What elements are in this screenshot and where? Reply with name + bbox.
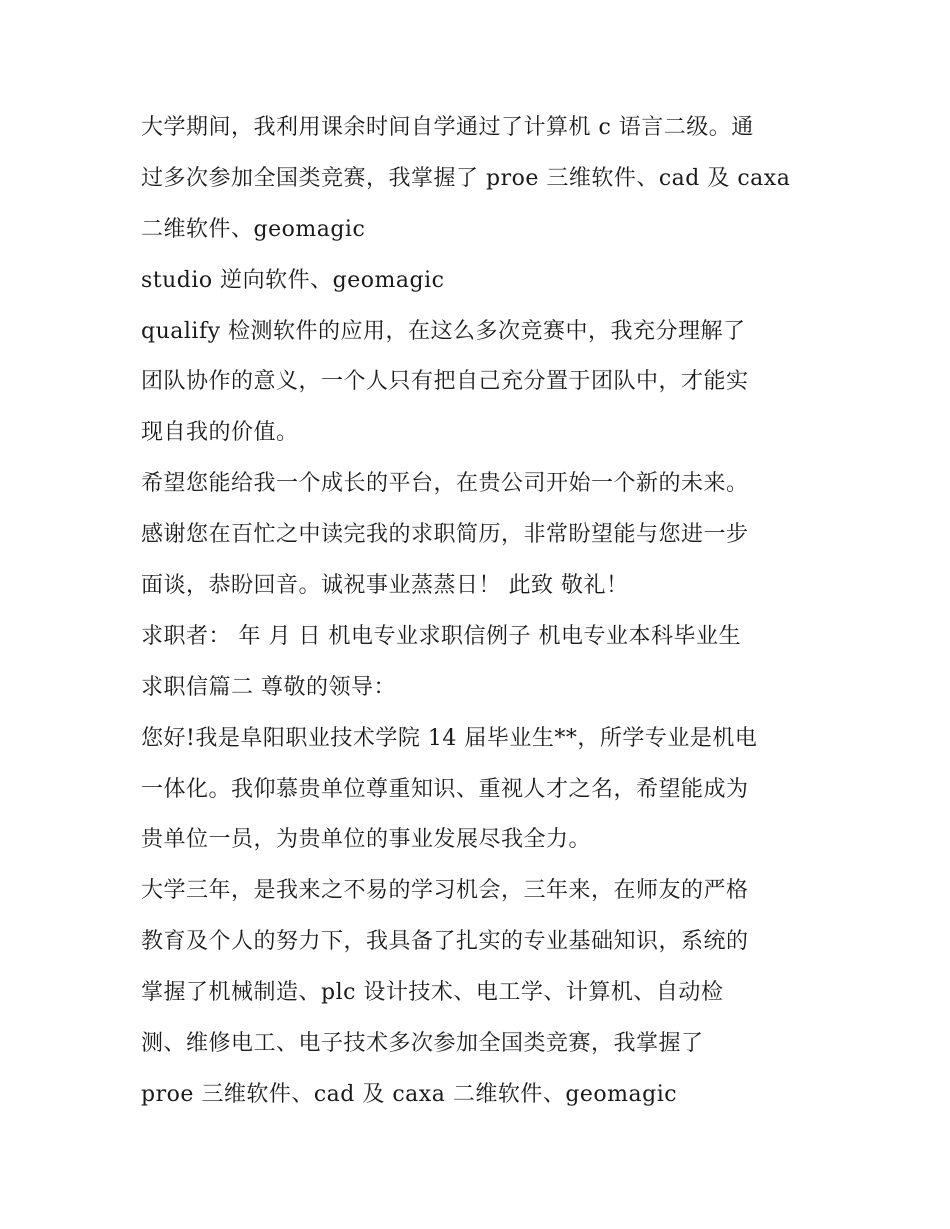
text-line: 二维软件、geomagic xyxy=(141,216,366,242)
text-line: 求职信篇二 尊敬的领导： xyxy=(141,674,396,700)
text-line: qualify 检测软件的应用，在这么多次竞赛中，我充分理解了 xyxy=(141,318,746,344)
text-line: 面谈，恭盼回音。诚祝事业蒸蒸日！ 此致 敬礼！ xyxy=(141,573,629,599)
document-body xyxy=(141,103,821,1121)
text-line: 过多次参加全国类竞赛，我掌握了 proe 三维软件、cad 及 caxa xyxy=(141,165,791,191)
text-line: proe 三维软件、cad 及 caxa 二维软件、geomagic xyxy=(141,1081,678,1107)
text-line: 现自我的价值。 xyxy=(141,420,299,446)
text-line: 感谢您在百忙之中读完我的求职简历，非常盼望能与您进一步 xyxy=(141,522,749,548)
text-line: 求职者： 年 月 日 机电专业求职信例子 机电专业本科毕业生 xyxy=(141,623,741,649)
text-line: 您好!我是阜阳职业技术学院 14 届毕业生**，所学专业是机电 xyxy=(141,725,758,751)
text-line: 大学期间，我利用课余时间自学通过了计算机 c 语言二级。通 xyxy=(141,115,754,140)
text-line: 团队协作的意义，一个人只有把自己充分置于团队中，才能实 xyxy=(141,369,749,395)
text-line: 贵单位一员，为贵单位的事业发展尽我全力。 xyxy=(141,827,592,853)
text-line: studio 逆向软件、geomagic xyxy=(141,267,445,293)
text-line: 测、维修电工、电子技术多次参加全国类竞赛，我掌握了 xyxy=(141,1031,704,1057)
text-line: 一体化。我仰慕贵单位尊重知识、重视人才之名，希望能成为 xyxy=(141,776,749,802)
text-line: 教育及个人的努力下，我具备了扎实的专业基础知识，系统的 xyxy=(141,929,749,955)
text-line: 掌握了机械制造、plc 设计技术、电工学、计算机、自动检 xyxy=(141,980,724,1006)
text-line: 希望您能给我一个成长的平台，在贵公司开始一个新的未来。 xyxy=(141,471,749,497)
text-line: 大学三年，是我来之不易的学习机会，三年来，在师友的严格 xyxy=(141,878,749,904)
